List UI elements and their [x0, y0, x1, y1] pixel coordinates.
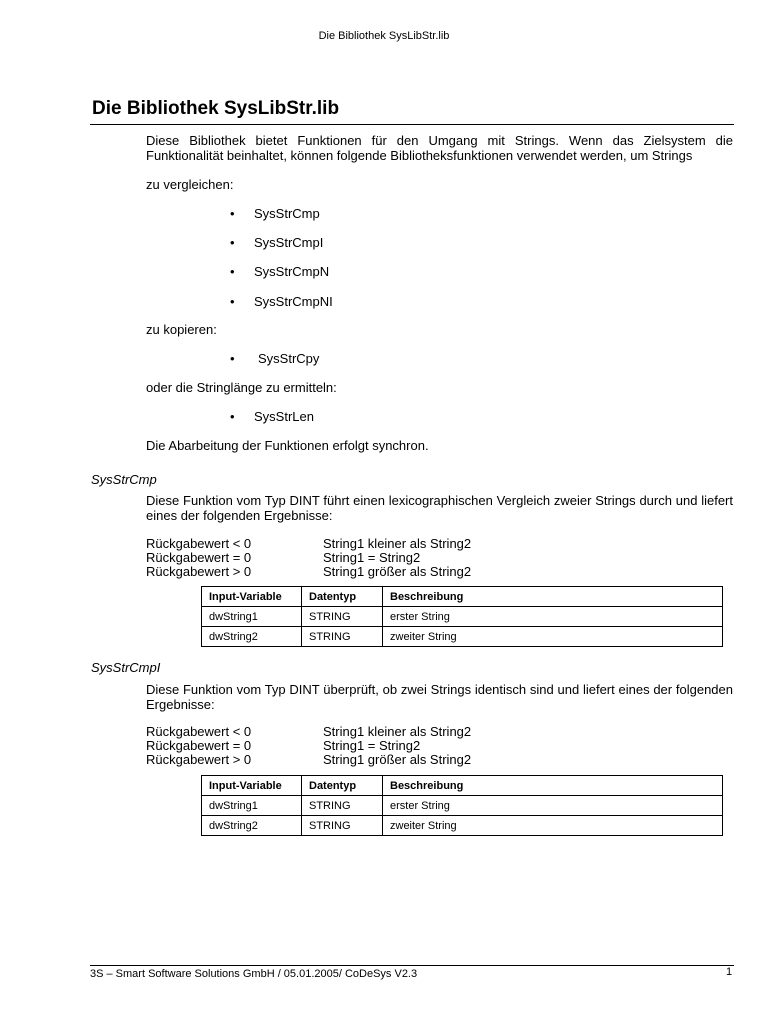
table-header: Input-Variable [202, 776, 302, 796]
title-rule [90, 124, 734, 125]
table-row: dwString2 STRING zweiter String [202, 627, 723, 647]
table-header: Datentyp [302, 776, 383, 796]
footer-text: 3S – Smart Software Solutions GmbH / 05.01.2005/ CoDeSys V2.3 [90, 968, 418, 980]
sync-note: Die Abarbeitung der Funktionen erfolgt synchron. [146, 438, 429, 453]
table-header: Beschreibung [383, 776, 723, 796]
input-table [201, 775, 723, 836]
copy-label: zu kopieren: [146, 322, 217, 337]
page-title: Die Bibliothek SysLibStr.lib [92, 98, 340, 119]
compare-label: zu vergleichen: [146, 177, 234, 192]
section-description: Diese Funktion vom Typ DINT überprüft, ob zwei Strings identisch sind und liefert eines der folgenden Ergebnisse: [146, 682, 733, 712]
table-row: dwString1 STRING erster String [202, 607, 723, 627]
length-label: oder die Stringlänge zu ermitteln: [146, 380, 337, 395]
running-header: Die Bibliothek SysLibStr.lib [318, 30, 450, 42]
page-number: 1 [726, 966, 733, 978]
section-heading: SysStrCmp [91, 472, 157, 487]
input-table [201, 586, 723, 647]
return-values: Rückgabewert < 0 String1 kleiner als String2 Rückgabewert = 0 String1 = String2 Rückgabewert > 0 String1 größer als String2 [146, 724, 472, 767]
table-header: Beschreibung [383, 587, 723, 607]
table-header: Datentyp [302, 587, 383, 607]
intro-paragraph: Diese Bibliothek bietet Funktionen für den Umgang mit Strings. Wenn das Zielsystem die Funktionalität beinhaltet, können folgende Bibliotheksfunktionen verwendet werden, um Strings [146, 133, 733, 163]
return-values: Rückgabewert < 0 String1 kleiner als String2 Rückgabewert = 0 String1 = String2 Rückgabewert > 0 String1 größer als String2 [146, 536, 472, 579]
footer-rule [90, 965, 734, 966]
section-description: Diese Funktion vom Typ DINT führt einen lexicographischen Vergleich zweier Strings durch und liefert eines der folgenden Ergebnisse: [146, 493, 733, 523]
table-row: dwString2 STRING zweiter String [202, 816, 723, 836]
section-heading: SysStrCmpI [91, 660, 161, 675]
table-row: dwString1 STRING erster String [202, 796, 723, 816]
table-header: Input-Variable [202, 587, 302, 607]
